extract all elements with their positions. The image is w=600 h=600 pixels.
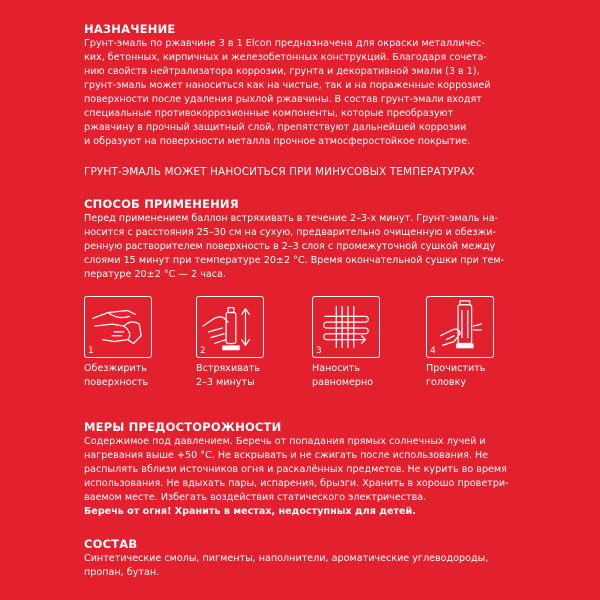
text-line: распылять вблизи источников огня и раскалённых предметов. Не курить во время xyxy=(84,464,507,475)
purpose-heading: НАЗНАЧЕНИЕ xyxy=(84,22,176,36)
step-1-box xyxy=(84,296,152,358)
caption-line: Наносить xyxy=(312,363,360,374)
application-heading: СПОСОБ ПРИМЕНЕНИЯ xyxy=(84,197,239,211)
step-3-caption xyxy=(312,362,402,390)
text-line: Содержимое под давлением. Беречь от попадания прямых солнечных лучей и xyxy=(84,436,486,447)
text-line: нагревания выше +50 °С. Не вскрывать и не сжигать после использования. Не xyxy=(84,450,489,461)
text-line: Грунт-эмаль по ржавчине 3 в 1 Elcon предназначена для окраски металличес- xyxy=(84,38,485,49)
caption-line: головку xyxy=(426,377,467,388)
purpose-text xyxy=(84,37,520,149)
precautions-heading: МЕРЫ ПРЕДОСТОРОЖНОСТИ xyxy=(84,420,282,434)
application-steps xyxy=(84,296,520,396)
text-line: пропан, бутан. xyxy=(84,567,160,578)
text-line: специальные противокоррозионные компоненты, которые преобразуют xyxy=(84,108,454,119)
step-1-number: 1 xyxy=(88,346,94,356)
step-4-box xyxy=(426,296,494,358)
spray-pattern-icon xyxy=(313,297,379,357)
hand-wipe-icon xyxy=(85,297,151,357)
text-line: ких, бетонных, кирпичных и железобетонных конструкций. Благодаря сочета- xyxy=(84,52,487,63)
application-text xyxy=(84,212,520,282)
text-line: ваемом месте. Избегать воздействия статического электричества. xyxy=(84,492,427,503)
step-4-caption xyxy=(426,362,516,390)
step-3-box xyxy=(312,296,380,358)
text-line: ржавчину в прочный защитный слой, препятствуют дальнейшей коррозии xyxy=(84,122,467,133)
step-4 xyxy=(426,296,516,390)
text-line: нию свойств нейтрализатора коррозии, грунта и декоративной эмали (3 в 1), xyxy=(84,66,480,77)
caption-line: равномерно xyxy=(312,377,374,388)
step-4-number: 4 xyxy=(430,346,436,356)
caption-line: Встряхивать xyxy=(196,363,260,374)
text-line: слоями 15 минут при температуре 20±2 °С. Время окончательной сушки при тем- xyxy=(84,255,505,266)
text-line: использования. Не вдыхать пары, испарения, брызги. Хранить в хорошо проветри- xyxy=(84,478,509,489)
caption-line: 2–3 минуты xyxy=(196,377,255,388)
shake-can-icon xyxy=(197,297,263,357)
step-2 xyxy=(196,296,286,390)
text-line: носится с расстояния 25–30 см на сухую, предварительно очищенную и обезжи- xyxy=(84,227,496,238)
caption-line: поверхность xyxy=(84,377,149,388)
step-1-caption xyxy=(84,362,174,390)
text-line: и образуют на поверхности металла прочное атмосферостойкое покрытие. xyxy=(84,136,471,147)
text-line: пературе 20±2 °С — 2 часа. xyxy=(84,269,226,280)
step-2-caption xyxy=(196,362,286,390)
precautions-text xyxy=(84,435,520,519)
text-line: ренную растворителем поверхность в 2–3 слоя с промежуточной сушкой между xyxy=(84,241,496,252)
caption-line: Обезжирить xyxy=(84,363,147,374)
step-2-number: 2 xyxy=(200,346,206,356)
text-line: Синтетические смолы, пигменты, наполнители, ароматические углеводороды, xyxy=(84,553,489,564)
composition-text xyxy=(84,552,520,580)
temperature-banner: ГРУНТ-ЭМАЛЬ МОЖЕТ НАНОСИТЬСЯ ПРИ МИНУСОВЫХ ТЕМПЕРАТУРАХ xyxy=(84,166,475,178)
step-1 xyxy=(84,296,174,390)
clean-nozzle-icon xyxy=(427,297,493,357)
text-line: поверхности после удаления рыхлой ржавчины. В состав грунт-эмали входят xyxy=(84,94,482,105)
step-3 xyxy=(312,296,402,390)
text-line: грунт-эмаль может наноситься как на чистые, так и на пораженные коррозией xyxy=(84,80,491,91)
warning-line: Беречь от огня! Хранить в местах, недоступных для детей. xyxy=(84,506,416,517)
step-3-number: 3 xyxy=(316,346,322,356)
step-2-box xyxy=(196,296,264,358)
caption-line: Прочистить xyxy=(426,363,486,374)
text-line: Перед применением баллон встряхивать в течение 2–3-х минут. Грунт-эмаль на- xyxy=(84,213,499,224)
composition-heading: СОСТАВ xyxy=(84,537,138,551)
